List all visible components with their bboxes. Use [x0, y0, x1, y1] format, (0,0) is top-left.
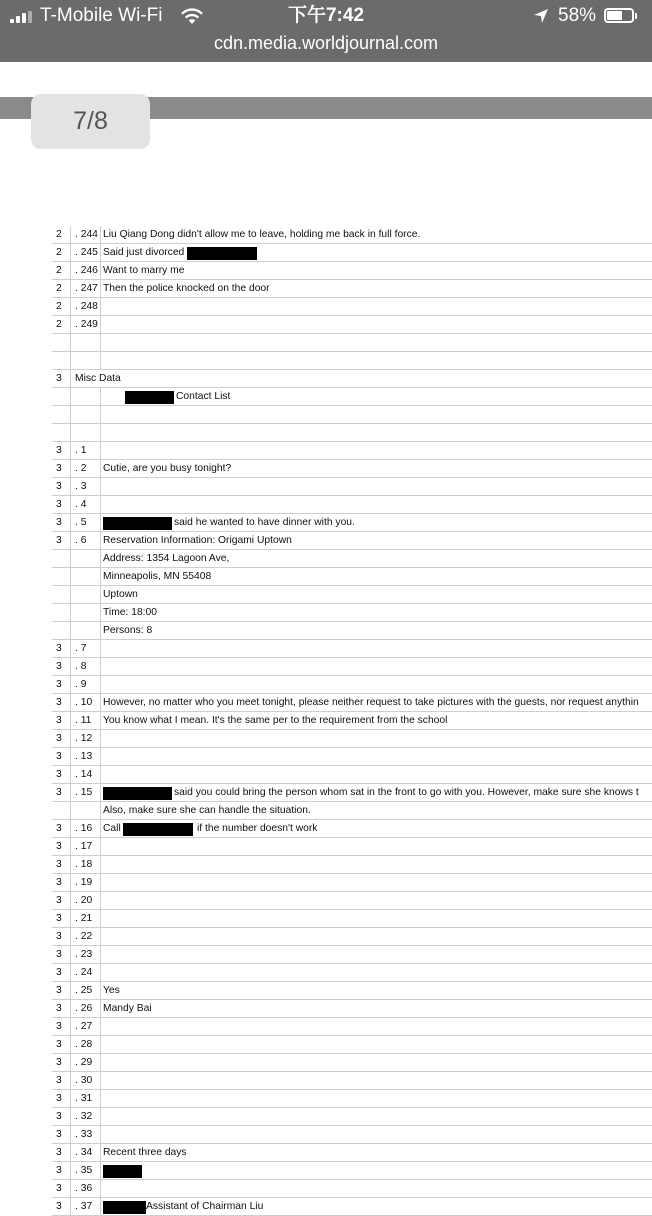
- table-row: [52, 262, 652, 280]
- table-row: [52, 928, 652, 946]
- table-row: [52, 442, 652, 460]
- section-cell: [52, 622, 71, 639]
- table-row: [52, 1018, 652, 1036]
- item-number-cell: . 11: [72, 712, 101, 729]
- table-row: [52, 388, 652, 406]
- cell-text: Liu Qiang Dong didn't allow me to leave, holding me back in full force.: [103, 229, 421, 240]
- item-number-cell: [72, 802, 101, 819]
- table-row: [52, 226, 652, 244]
- item-number-cell: . 23: [72, 946, 101, 963]
- table-row: [52, 1090, 652, 1108]
- section-cell: 3: [52, 496, 71, 513]
- section-cell: 3: [52, 460, 71, 477]
- table-row: [52, 1180, 652, 1198]
- cell-text: Then the police knocked on the door: [103, 283, 270, 294]
- item-number-cell: [72, 406, 101, 423]
- content-cell: [103, 1198, 652, 1215]
- item-number-cell: [72, 424, 101, 441]
- content-cell: [103, 352, 652, 369]
- redaction-block: [125, 391, 174, 404]
- section-cell: [52, 802, 71, 819]
- section-cell: 3: [52, 1162, 71, 1179]
- table-row: [52, 352, 652, 370]
- section-cell: 3: [52, 1054, 71, 1071]
- cell-text: Contact List: [176, 391, 231, 402]
- table-row: [52, 280, 652, 298]
- item-number-cell: . 32: [72, 1108, 101, 1125]
- content-cell: [103, 1144, 652, 1161]
- table-row: [52, 766, 652, 784]
- table-row: [52, 244, 652, 262]
- cell-text: Call: [103, 823, 121, 834]
- table-row: [52, 802, 652, 820]
- cell-text-continued: if the number doesn't work: [197, 823, 318, 834]
- content-cell: [103, 388, 652, 405]
- item-number-cell: . 246: [72, 262, 101, 279]
- section-cell: 3: [52, 874, 71, 891]
- section-cell: 3: [52, 1126, 71, 1143]
- cell-text: Want to marry me: [103, 265, 185, 276]
- section-cell: [52, 586, 71, 603]
- clock-time: 下午7:42: [287, 5, 365, 26]
- content-cell: [103, 568, 652, 585]
- section-cell: 3: [52, 676, 71, 693]
- table-row: [52, 478, 652, 496]
- item-number-cell: [72, 604, 101, 621]
- section-cell: 2: [52, 262, 71, 279]
- section-cell: 3: [52, 694, 71, 711]
- item-number-cell: Misc Data: [75, 373, 121, 384]
- table-row: [52, 604, 652, 622]
- content-cell: [103, 334, 652, 351]
- content-cell: [103, 514, 652, 531]
- content-cell: [103, 1108, 652, 1125]
- content-cell: [103, 694, 652, 711]
- content-cell: [103, 946, 652, 963]
- status-bar: [0, 0, 652, 62]
- cell-text: Time: 18:00: [103, 607, 157, 618]
- table-row: [52, 1000, 652, 1018]
- item-number-cell: . 30: [72, 1072, 101, 1089]
- cell-text: Cutie, are you busy tonight?: [103, 463, 232, 474]
- carrier-name: T-Mobile Wi-Fi: [40, 5, 163, 26]
- content-cell: [103, 856, 652, 873]
- content-cell: [103, 928, 652, 945]
- table-row: [52, 514, 652, 532]
- table-row: [52, 1162, 652, 1180]
- table-row: [52, 496, 652, 514]
- table-row: [52, 676, 652, 694]
- item-number-cell: . 36: [72, 1180, 101, 1197]
- item-number-cell: . 14: [72, 766, 101, 783]
- table-row: [52, 1126, 652, 1144]
- item-number-cell: . 9: [72, 676, 101, 693]
- content-cell: [103, 226, 652, 243]
- item-number-cell: . 28: [72, 1036, 101, 1053]
- cell-text: Also, make sure she can handle the situation.: [103, 805, 311, 816]
- section-cell: [52, 388, 71, 405]
- table-row: [52, 982, 652, 1000]
- cell-text: Said just divorced: [103, 247, 185, 258]
- table-row: [52, 946, 652, 964]
- item-number-cell: [72, 388, 101, 405]
- table-row: [52, 1144, 652, 1162]
- content-cell: [103, 892, 652, 909]
- item-number-cell: . 21: [72, 910, 101, 927]
- section-cell: 3: [52, 1018, 71, 1035]
- item-number-cell: . 6: [72, 532, 101, 549]
- section-cell: 3: [52, 658, 71, 675]
- content-cell: [103, 784, 652, 801]
- item-number-cell: . 18: [72, 856, 101, 873]
- cell-text: You know what I mean. It's the same per to the requirement from the school: [103, 715, 448, 726]
- content-cell: [103, 1162, 652, 1179]
- section-cell: 3: [52, 856, 71, 873]
- item-number-cell: . 249: [72, 316, 101, 333]
- table-row: [52, 820, 652, 838]
- content-cell: [103, 442, 652, 459]
- section-cell: 2: [52, 298, 71, 315]
- section-cell: 3: [52, 946, 71, 963]
- table-row: [52, 856, 652, 874]
- item-number-cell: [72, 622, 101, 639]
- item-number-cell: . 25: [72, 982, 101, 999]
- content-cell: [103, 730, 652, 747]
- section-cell: 3: [52, 1072, 71, 1089]
- section-cell: 3: [52, 712, 71, 729]
- section-cell: 3: [52, 838, 71, 855]
- item-number-cell: . 1: [72, 442, 101, 459]
- content-cell: [103, 262, 652, 279]
- redaction-block: [103, 1201, 146, 1214]
- battery-icon: [604, 8, 634, 23]
- content-cell: [103, 640, 652, 657]
- section-cell: 3: [52, 784, 71, 801]
- item-number-cell: . 37: [72, 1198, 101, 1215]
- cell-text: Assistant of Chairman Liu: [146, 1201, 264, 1212]
- table-row: [52, 838, 652, 856]
- content-cell: [103, 244, 652, 261]
- content-cell: [103, 370, 652, 387]
- section-cell: 3: [52, 1144, 71, 1161]
- section-cell: 3: [52, 478, 71, 495]
- content-cell: [103, 1126, 652, 1143]
- table-row: [52, 406, 652, 424]
- section-cell: 3: [52, 766, 71, 783]
- content-cell: [103, 1180, 652, 1197]
- content-cell: [103, 1000, 652, 1017]
- section-cell: 3: [52, 442, 71, 459]
- table-row: [52, 694, 652, 712]
- section-cell: [52, 424, 71, 441]
- table-row: [52, 892, 652, 910]
- content-cell: [103, 460, 652, 477]
- content-cell: [103, 748, 652, 765]
- table-row: [52, 874, 652, 892]
- table-row: [52, 622, 652, 640]
- redaction-block: [123, 823, 193, 836]
- table-row: [52, 1072, 652, 1090]
- section-cell: 3: [52, 748, 71, 765]
- section-cell: 2: [52, 244, 71, 261]
- location-arrow-icon: [533, 8, 549, 24]
- content-cell: [103, 550, 652, 567]
- item-number-cell: . 8: [72, 658, 101, 675]
- content-cell: [103, 406, 652, 423]
- content-cell: [103, 982, 652, 999]
- redaction-block: [103, 517, 172, 530]
- item-number-cell: . 26: [72, 1000, 101, 1017]
- section-cell: 3: [52, 910, 71, 927]
- table-row: [52, 1108, 652, 1126]
- section-cell: [52, 352, 71, 369]
- address-url[interactable]: cdn.media.worldjournal.com: [213, 33, 439, 53]
- redaction-block: [187, 247, 257, 260]
- section-cell: 3: [52, 1090, 71, 1107]
- table-row: [52, 532, 652, 550]
- item-number-cell: [72, 568, 101, 585]
- item-number-cell: . 16: [72, 820, 101, 837]
- item-number-cell: . 5: [72, 514, 101, 531]
- content-cell: [103, 1036, 652, 1053]
- content-cell: [103, 478, 652, 495]
- content-cell: [103, 1090, 652, 1107]
- table-row: [52, 316, 652, 334]
- table-row: [52, 586, 652, 604]
- content-cell: [103, 766, 652, 783]
- section-cell: [52, 604, 71, 621]
- cell-text: said he wanted to have dinner with you.: [174, 517, 355, 528]
- table-row: [52, 334, 652, 352]
- item-number-cell: . 15: [72, 784, 101, 801]
- section-cell: 3: [52, 1036, 71, 1053]
- section-cell: [52, 550, 71, 567]
- table-row: [52, 964, 652, 982]
- document-sheet: [52, 226, 652, 1216]
- item-number-cell: . 22: [72, 928, 101, 945]
- item-number-cell: . 13: [72, 748, 101, 765]
- cell-text: Address: 1354 Lagoon Ave,: [103, 553, 230, 564]
- cell-text: Reservation Information: Origami Uptown: [103, 535, 292, 546]
- item-number-cell: . 27: [72, 1018, 101, 1035]
- section-cell: 2: [52, 226, 71, 243]
- cell-text: However, no matter who you meet tonight, please neither request to take pictures with the guests, nor request anythin: [103, 697, 639, 708]
- cell-text: Persons: 8: [103, 625, 153, 636]
- section-cell: [52, 406, 71, 423]
- item-number-cell: . 34: [72, 1144, 101, 1161]
- content-cell: [103, 802, 652, 819]
- item-number-cell: . 33: [72, 1126, 101, 1143]
- table-row: [52, 730, 652, 748]
- item-number-cell: . 20: [72, 892, 101, 909]
- section-cell: 3: [52, 1108, 71, 1125]
- table-row: [52, 460, 652, 478]
- table-row: [52, 1054, 652, 1072]
- cell-text: Minneapolis, MN 55408: [103, 571, 212, 582]
- item-number-cell: [72, 586, 101, 603]
- content-cell: [103, 1018, 652, 1035]
- content-cell: [103, 280, 652, 297]
- item-number-cell: . 12: [72, 730, 101, 747]
- content-cell: [103, 316, 652, 333]
- item-number-cell: [72, 334, 101, 351]
- content-cell: [103, 604, 652, 621]
- table-row: [52, 1198, 652, 1216]
- table-row: [52, 1036, 652, 1054]
- content-cell: [103, 820, 652, 837]
- content-cell: [103, 532, 652, 549]
- table-row: [52, 784, 652, 802]
- content-cell: [103, 838, 652, 855]
- section-cell: 3: [52, 892, 71, 909]
- content-cell: [103, 874, 652, 891]
- item-number-cell: [72, 550, 101, 567]
- content-cell: [103, 676, 652, 693]
- table-row: [52, 424, 652, 442]
- item-number-cell: . 4: [72, 496, 101, 513]
- item-number-cell: . 245: [72, 244, 101, 261]
- item-number-cell: . 19: [72, 874, 101, 891]
- section-cell: [52, 568, 71, 585]
- item-number-cell: . 24: [72, 964, 101, 981]
- content-cell: [103, 658, 652, 675]
- section-cell: 3: [52, 1198, 71, 1215]
- table-row: [52, 712, 652, 730]
- redaction-block: [103, 787, 172, 800]
- item-number-cell: . 247: [72, 280, 101, 297]
- section-cell: 3: [52, 730, 71, 747]
- content-cell: [103, 1054, 652, 1071]
- content-cell: [103, 712, 652, 729]
- table-row: [52, 910, 652, 928]
- battery-percentage: 58%: [558, 5, 597, 26]
- item-number-cell: . 244: [72, 226, 101, 243]
- item-number-cell: . 35: [72, 1162, 101, 1179]
- content-cell: [103, 1072, 652, 1089]
- content-cell: [103, 910, 652, 927]
- section-cell: 3: [52, 1180, 71, 1197]
- section-cell: 3: [52, 532, 71, 549]
- cell-text: Yes: [103, 985, 120, 996]
- content-cell: [103, 496, 652, 513]
- cell-text: Mandy Bai: [103, 1003, 152, 1014]
- content-cell: [103, 964, 652, 981]
- table-row: [52, 370, 652, 388]
- table-row: [52, 550, 652, 568]
- item-number-cell: . 17: [72, 838, 101, 855]
- section-cell: 2: [52, 316, 71, 333]
- section-cell: 3: [52, 928, 71, 945]
- item-number-cell: . 2: [72, 460, 101, 477]
- section-cell: [52, 334, 71, 351]
- section-cell: 3: [52, 982, 71, 999]
- item-number-cell: . 10: [72, 694, 101, 711]
- content-cell: [103, 586, 652, 603]
- section-cell: 2: [52, 280, 71, 297]
- content-cell: [103, 622, 652, 639]
- section-cell: 3: [52, 1000, 71, 1017]
- section-cell: 3: [52, 640, 71, 657]
- redaction-block: [103, 1165, 142, 1178]
- item-number-cell: . 248: [72, 298, 101, 315]
- page-indicator: 7/8: [31, 94, 150, 149]
- cell-text: Uptown: [103, 589, 138, 600]
- section-cell: 3: [52, 820, 71, 837]
- content-cell: [103, 424, 652, 441]
- table-row: [52, 658, 652, 676]
- item-number-cell: [72, 352, 101, 369]
- section-cell: 3: [52, 370, 71, 387]
- item-number-cell: . 7: [72, 640, 101, 657]
- cell-text: said you could bring the person whom sat in the front to go with you. However, make sure she knows t: [174, 787, 639, 798]
- content-cell: [103, 298, 652, 315]
- section-cell: 3: [52, 964, 71, 981]
- item-number-cell: . 3: [72, 478, 101, 495]
- item-number-cell: . 29: [72, 1054, 101, 1071]
- table-row: [52, 298, 652, 316]
- table-row: [52, 640, 652, 658]
- table-row: [52, 568, 652, 586]
- table-row: [52, 748, 652, 766]
- cell-text: Recent three days: [103, 1147, 187, 1158]
- item-number-cell: . 31: [72, 1090, 101, 1107]
- section-cell: 3: [52, 514, 71, 531]
